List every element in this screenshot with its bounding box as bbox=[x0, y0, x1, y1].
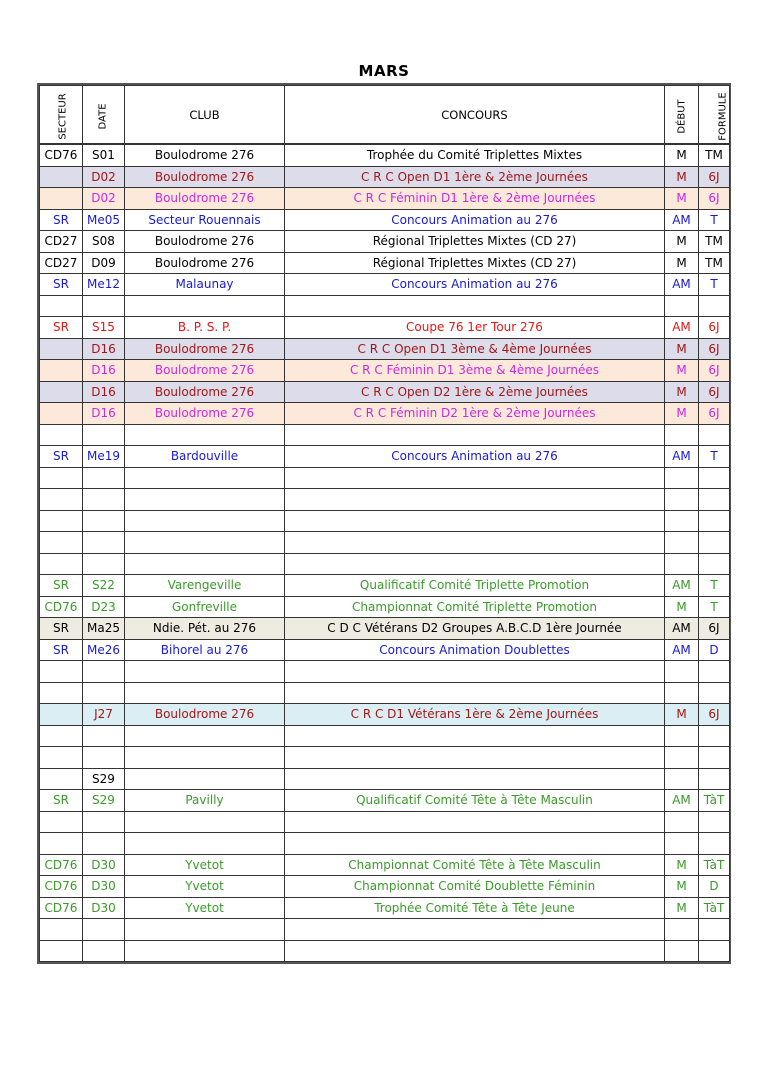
cell-club: Ndie. Pét. au 276 bbox=[125, 618, 285, 640]
cell-concours bbox=[285, 811, 665, 833]
table-row bbox=[40, 919, 730, 941]
cell-concours bbox=[285, 532, 665, 554]
cell-secteur: CD27 bbox=[40, 231, 83, 253]
cell-debut: AM bbox=[665, 618, 699, 640]
cell-secteur: SR bbox=[40, 575, 83, 597]
cell-formule bbox=[699, 747, 730, 769]
table-row bbox=[40, 747, 730, 769]
table-row bbox=[40, 446, 730, 468]
cell-secteur bbox=[40, 747, 83, 769]
cell-concours: C R C D1 Vétérans 1ère & 2ème Journées bbox=[285, 704, 665, 726]
cell-club bbox=[125, 424, 285, 446]
cell-formule: 6J bbox=[699, 360, 730, 382]
table-row bbox=[40, 317, 730, 339]
cell-date: Me26 bbox=[83, 639, 125, 661]
cell-formule bbox=[699, 940, 730, 962]
table-row bbox=[40, 596, 730, 618]
cell-debut: M bbox=[665, 381, 699, 403]
cell-secteur: CD27 bbox=[40, 252, 83, 274]
cell-secteur bbox=[40, 510, 83, 532]
cell-debut: AM bbox=[665, 209, 699, 231]
cell-formule: D bbox=[699, 876, 730, 898]
cell-formule: TM bbox=[699, 144, 730, 166]
cell-club: Yvetot bbox=[125, 854, 285, 876]
cell-formule: TàT bbox=[699, 790, 730, 812]
cell-club bbox=[125, 661, 285, 683]
table-row bbox=[40, 833, 730, 855]
cell-club: Malaunay bbox=[125, 274, 285, 296]
cell-secteur bbox=[40, 768, 83, 790]
cell-debut bbox=[665, 424, 699, 446]
cell-formule: 6J bbox=[699, 166, 730, 188]
cell-date: Me05 bbox=[83, 209, 125, 231]
cell-concours bbox=[285, 295, 665, 317]
cell-secteur bbox=[40, 940, 83, 962]
table-row bbox=[40, 252, 730, 274]
cell-secteur: CD76 bbox=[40, 854, 83, 876]
cell-debut: AM bbox=[665, 274, 699, 296]
cell-date bbox=[83, 489, 125, 511]
cell-formule bbox=[699, 811, 730, 833]
cell-concours: Qualificatif Comité Tête à Tête Masculin bbox=[285, 790, 665, 812]
cell-formule: TàT bbox=[699, 854, 730, 876]
cell-concours bbox=[285, 424, 665, 446]
table-row bbox=[40, 661, 730, 683]
cell-debut bbox=[665, 747, 699, 769]
cell-concours: Championnat Comité Triplette Promotion bbox=[285, 596, 665, 618]
table-row bbox=[40, 811, 730, 833]
cell-formule bbox=[699, 725, 730, 747]
header-row bbox=[40, 86, 730, 145]
cell-date bbox=[83, 424, 125, 446]
cell-debut bbox=[665, 682, 699, 704]
cell-club bbox=[125, 532, 285, 554]
cell-formule: T bbox=[699, 446, 730, 468]
cell-concours bbox=[285, 467, 665, 489]
cell-date: Ma25 bbox=[83, 618, 125, 640]
schedule-table-wrapper bbox=[37, 83, 731, 964]
cell-secteur: CD76 bbox=[40, 596, 83, 618]
cell-club bbox=[125, 747, 285, 769]
cell-secteur bbox=[40, 489, 83, 511]
cell-date: Me12 bbox=[83, 274, 125, 296]
cell-concours: C R C Féminin D1 1ère & 2ème Journées bbox=[285, 188, 665, 210]
cell-concours bbox=[285, 833, 665, 855]
cell-date bbox=[83, 725, 125, 747]
table-row bbox=[40, 575, 730, 597]
cell-club: B. P. S. P. bbox=[125, 317, 285, 339]
table-row bbox=[40, 274, 730, 296]
table-row bbox=[40, 166, 730, 188]
cell-concours: C R C Open D1 3ème & 4ème Journées bbox=[285, 338, 665, 360]
cell-secteur bbox=[40, 338, 83, 360]
cell-debut bbox=[665, 295, 699, 317]
cell-club: Gonfreville bbox=[125, 596, 285, 618]
table-row bbox=[40, 231, 730, 253]
cell-club bbox=[125, 489, 285, 511]
table-row bbox=[40, 295, 730, 317]
cell-debut bbox=[665, 553, 699, 575]
cell-club bbox=[125, 919, 285, 941]
table-row bbox=[40, 188, 730, 210]
cell-secteur bbox=[40, 467, 83, 489]
cell-date: D02 bbox=[83, 188, 125, 210]
cell-secteur bbox=[40, 704, 83, 726]
cell-club bbox=[125, 768, 285, 790]
cell-concours: Concours Animation au 276 bbox=[285, 274, 665, 296]
table-row bbox=[40, 144, 730, 166]
cell-club bbox=[125, 725, 285, 747]
cell-secteur: SR bbox=[40, 639, 83, 661]
cell-club: Boulodrome 276 bbox=[125, 252, 285, 274]
cell-club: Boulodrome 276 bbox=[125, 231, 285, 253]
cell-date: D16 bbox=[83, 381, 125, 403]
cell-debut bbox=[665, 940, 699, 962]
table-row bbox=[40, 403, 730, 425]
cell-secteur bbox=[40, 919, 83, 941]
cell-concours: Trophée du Comité Triplettes Mixtes bbox=[285, 144, 665, 166]
cell-date: S01 bbox=[83, 144, 125, 166]
cell-secteur bbox=[40, 360, 83, 382]
cell-debut: AM bbox=[665, 790, 699, 812]
cell-club: Bardouville bbox=[125, 446, 285, 468]
cell-formule bbox=[699, 424, 730, 446]
cell-secteur bbox=[40, 381, 83, 403]
schedule-table bbox=[39, 85, 730, 962]
cell-debut bbox=[665, 919, 699, 941]
cell-debut: M bbox=[665, 231, 699, 253]
cell-debut bbox=[665, 768, 699, 790]
cell-secteur: SR bbox=[40, 618, 83, 640]
cell-formule bbox=[699, 553, 730, 575]
cell-debut bbox=[665, 532, 699, 554]
table-row bbox=[40, 768, 730, 790]
cell-secteur bbox=[40, 661, 83, 683]
cell-date bbox=[83, 811, 125, 833]
cell-formule bbox=[699, 510, 730, 532]
cell-concours: C D C Vétérans D2 Groupes A.B.C.D 1ère Journée bbox=[285, 618, 665, 640]
cell-debut: AM bbox=[665, 446, 699, 468]
cell-concours: Coupe 76 1er Tour 276 bbox=[285, 317, 665, 339]
cell-debut: M bbox=[665, 360, 699, 382]
cell-club bbox=[125, 811, 285, 833]
cell-secteur bbox=[40, 553, 83, 575]
cell-date: S22 bbox=[83, 575, 125, 597]
cell-club: Boulodrome 276 bbox=[125, 381, 285, 403]
cell-formule: 6J bbox=[699, 618, 730, 640]
cell-debut: M bbox=[665, 252, 699, 274]
cell-formule: 6J bbox=[699, 403, 730, 425]
cell-date: D23 bbox=[83, 596, 125, 618]
cell-date bbox=[83, 919, 125, 941]
cell-secteur bbox=[40, 166, 83, 188]
cell-formule bbox=[699, 833, 730, 855]
cell-debut: M bbox=[665, 897, 699, 919]
cell-formule: T bbox=[699, 209, 730, 231]
cell-club: Yvetot bbox=[125, 897, 285, 919]
cell-club: Boulodrome 276 bbox=[125, 360, 285, 382]
cell-date: D16 bbox=[83, 403, 125, 425]
cell-formule bbox=[699, 682, 730, 704]
cell-secteur bbox=[40, 295, 83, 317]
cell-formule bbox=[699, 295, 730, 317]
cell-club: Bihorel au 276 bbox=[125, 639, 285, 661]
header-formule bbox=[699, 86, 730, 145]
cell-concours: C R C Féminin D2 1ère & 2ème Journées bbox=[285, 403, 665, 425]
cell-concours: Trophée Comité Tête à Tête Jeune bbox=[285, 897, 665, 919]
cell-debut: M bbox=[665, 188, 699, 210]
cell-secteur bbox=[40, 725, 83, 747]
cell-formule bbox=[699, 768, 730, 790]
cell-date bbox=[83, 510, 125, 532]
cell-date bbox=[83, 295, 125, 317]
cell-secteur bbox=[40, 833, 83, 855]
cell-secteur bbox=[40, 682, 83, 704]
cell-club bbox=[125, 940, 285, 962]
table-row bbox=[40, 424, 730, 446]
cell-date bbox=[83, 661, 125, 683]
cell-concours: Régional Triplettes Mixtes (CD 27) bbox=[285, 252, 665, 274]
table-row bbox=[40, 360, 730, 382]
cell-club bbox=[125, 510, 285, 532]
cell-debut: M bbox=[665, 338, 699, 360]
table-row bbox=[40, 639, 730, 661]
cell-debut: AM bbox=[665, 317, 699, 339]
cell-secteur bbox=[40, 811, 83, 833]
cell-secteur bbox=[40, 532, 83, 554]
cell-date: D30 bbox=[83, 897, 125, 919]
cell-club: Pavilly bbox=[125, 790, 285, 812]
cell-concours: Championnat Comité Doublette Féminin bbox=[285, 876, 665, 898]
cell-debut: M bbox=[665, 596, 699, 618]
cell-debut: M bbox=[665, 704, 699, 726]
cell-club bbox=[125, 553, 285, 575]
cell-formule: 6J bbox=[699, 338, 730, 360]
cell-date: D09 bbox=[83, 252, 125, 274]
table-row bbox=[40, 876, 730, 898]
table-row bbox=[40, 897, 730, 919]
cell-formule: 6J bbox=[699, 317, 730, 339]
table-row bbox=[40, 209, 730, 231]
cell-formule: TM bbox=[699, 231, 730, 253]
cell-date: S08 bbox=[83, 231, 125, 253]
table-row bbox=[40, 704, 730, 726]
cell-formule bbox=[699, 661, 730, 683]
cell-debut: AM bbox=[665, 575, 699, 597]
cell-club: Boulodrome 276 bbox=[125, 403, 285, 425]
header-date bbox=[83, 86, 125, 145]
cell-secteur: SR bbox=[40, 317, 83, 339]
cell-debut: M bbox=[665, 876, 699, 898]
cell-concours: Championnat Comité Tête à Tête Masculin bbox=[285, 854, 665, 876]
page-title: MARS bbox=[358, 62, 410, 80]
cell-secteur: SR bbox=[40, 790, 83, 812]
header-concours: CONCOURS bbox=[285, 86, 665, 145]
cell-debut bbox=[665, 725, 699, 747]
cell-concours: Qualificatif Comité Triplette Promotion bbox=[285, 575, 665, 597]
table-row bbox=[40, 381, 730, 403]
cell-formule: T bbox=[699, 274, 730, 296]
cell-date: J27 bbox=[83, 704, 125, 726]
cell-concours: Concours Animation au 276 bbox=[285, 209, 665, 231]
header-debut bbox=[665, 86, 699, 145]
cell-formule: TàT bbox=[699, 897, 730, 919]
cell-date: D30 bbox=[83, 854, 125, 876]
table-row bbox=[40, 553, 730, 575]
table-row bbox=[40, 338, 730, 360]
cell-formule: 6J bbox=[699, 704, 730, 726]
cell-secteur: CD76 bbox=[40, 144, 83, 166]
cell-secteur: SR bbox=[40, 209, 83, 231]
cell-date bbox=[83, 682, 125, 704]
cell-concours bbox=[285, 747, 665, 769]
cell-date bbox=[83, 532, 125, 554]
header-club: CLUB bbox=[125, 86, 285, 145]
cell-date bbox=[83, 833, 125, 855]
cell-date: S15 bbox=[83, 317, 125, 339]
cell-concours: Régional Triplettes Mixtes (CD 27) bbox=[285, 231, 665, 253]
cell-debut: M bbox=[665, 403, 699, 425]
schedule-body bbox=[40, 144, 730, 962]
header-debut-label: DÉBUT bbox=[676, 98, 688, 134]
cell-date: D16 bbox=[83, 338, 125, 360]
cell-concours bbox=[285, 919, 665, 941]
cell-club: Boulodrome 276 bbox=[125, 188, 285, 210]
cell-date: S29 bbox=[83, 768, 125, 790]
cell-club: Varengeville bbox=[125, 575, 285, 597]
cell-club bbox=[125, 467, 285, 489]
cell-date: Me19 bbox=[83, 446, 125, 468]
cell-club: Boulodrome 276 bbox=[125, 704, 285, 726]
cell-secteur bbox=[40, 403, 83, 425]
table-row bbox=[40, 682, 730, 704]
cell-formule: D bbox=[699, 639, 730, 661]
cell-club bbox=[125, 682, 285, 704]
header-secteur bbox=[40, 86, 83, 145]
cell-debut: M bbox=[665, 166, 699, 188]
table-row bbox=[40, 532, 730, 554]
table-row bbox=[40, 854, 730, 876]
table-row bbox=[40, 725, 730, 747]
cell-concours: C R C Open D2 1ère & 2ème Journées bbox=[285, 381, 665, 403]
cell-formule bbox=[699, 532, 730, 554]
table-row bbox=[40, 510, 730, 532]
cell-concours bbox=[285, 725, 665, 747]
cell-debut bbox=[665, 510, 699, 532]
cell-concours bbox=[285, 661, 665, 683]
table-row bbox=[40, 940, 730, 962]
cell-club: Boulodrome 276 bbox=[125, 338, 285, 360]
cell-club bbox=[125, 295, 285, 317]
cell-debut bbox=[665, 811, 699, 833]
cell-secteur: CD76 bbox=[40, 876, 83, 898]
header-formule-label: FORMULE bbox=[717, 91, 729, 141]
cell-debut bbox=[665, 489, 699, 511]
table-row bbox=[40, 489, 730, 511]
cell-formule: TM bbox=[699, 252, 730, 274]
cell-secteur: SR bbox=[40, 274, 83, 296]
cell-club: Boulodrome 276 bbox=[125, 166, 285, 188]
cell-secteur bbox=[40, 424, 83, 446]
cell-concours bbox=[285, 682, 665, 704]
cell-date: D30 bbox=[83, 876, 125, 898]
cell-debut bbox=[665, 467, 699, 489]
cell-concours bbox=[285, 489, 665, 511]
table-row bbox=[40, 618, 730, 640]
cell-club: Secteur Rouennais bbox=[125, 209, 285, 231]
cell-debut: AM bbox=[665, 639, 699, 661]
cell-formule bbox=[699, 467, 730, 489]
cell-concours: C R C Féminin D1 3ème & 4ème Journées bbox=[285, 360, 665, 382]
cell-secteur: CD76 bbox=[40, 897, 83, 919]
cell-concours bbox=[285, 510, 665, 532]
cell-date: D02 bbox=[83, 166, 125, 188]
cell-debut: M bbox=[665, 854, 699, 876]
cell-concours: C R C Open D1 1ère & 2ème Journées bbox=[285, 166, 665, 188]
table-row bbox=[40, 467, 730, 489]
cell-concours bbox=[285, 940, 665, 962]
cell-formule bbox=[699, 489, 730, 511]
cell-formule: T bbox=[699, 596, 730, 618]
cell-concours: Concours Animation Doublettes bbox=[285, 639, 665, 661]
cell-club: Boulodrome 276 bbox=[125, 144, 285, 166]
cell-debut: M bbox=[665, 144, 699, 166]
cell-secteur: SR bbox=[40, 446, 83, 468]
cell-debut bbox=[665, 833, 699, 855]
cell-date: S29 bbox=[83, 790, 125, 812]
cell-formule: T bbox=[699, 575, 730, 597]
cell-debut bbox=[665, 661, 699, 683]
cell-concours bbox=[285, 553, 665, 575]
cell-formule: 6J bbox=[699, 381, 730, 403]
cell-date bbox=[83, 747, 125, 769]
header-secteur-label: SECTEUR bbox=[57, 92, 69, 140]
cell-concours bbox=[285, 768, 665, 790]
cell-secteur bbox=[40, 188, 83, 210]
cell-concours: Concours Animation au 276 bbox=[285, 446, 665, 468]
cell-formule: 6J bbox=[699, 188, 730, 210]
cell-date bbox=[83, 467, 125, 489]
cell-date: D16 bbox=[83, 360, 125, 382]
header-date-label: DATE bbox=[97, 102, 109, 130]
cell-date bbox=[83, 553, 125, 575]
cell-date bbox=[83, 940, 125, 962]
cell-club: Yvetot bbox=[125, 876, 285, 898]
cell-formule bbox=[699, 919, 730, 941]
table-row bbox=[40, 790, 730, 812]
cell-club bbox=[125, 833, 285, 855]
